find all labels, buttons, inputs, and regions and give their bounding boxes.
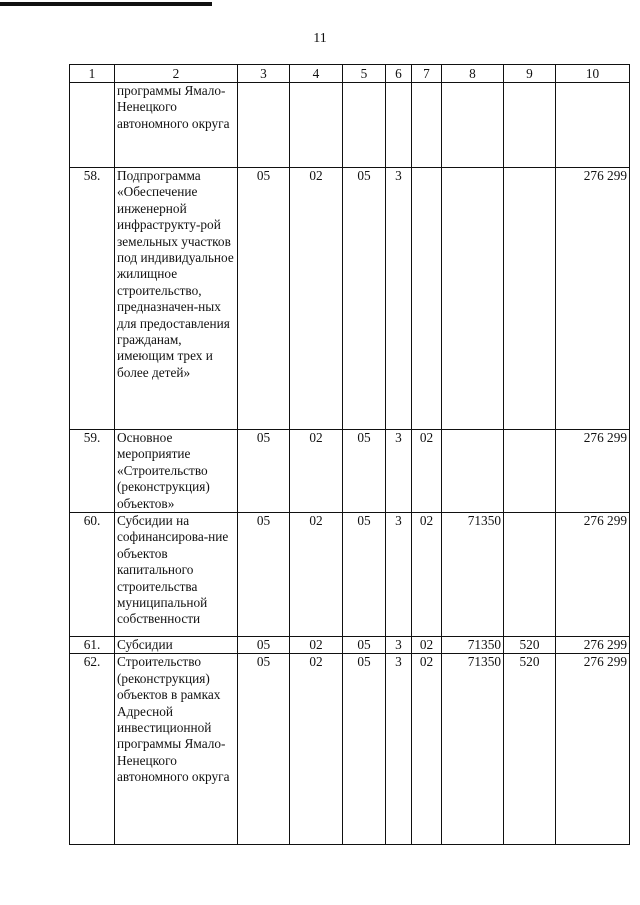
value-cell: 3 <box>386 654 412 845</box>
budget-table <box>69 64 630 845</box>
column-header: 1 <box>70 65 115 83</box>
value-cell: 02 <box>290 637 343 654</box>
table-row <box>70 168 630 430</box>
value-cell: 02 <box>290 168 343 430</box>
table-row <box>70 637 630 654</box>
column-header: 4 <box>290 65 343 83</box>
row-name-cell: Основное мероприятие «Строительство (реконструкция) объектов» <box>115 430 238 513</box>
value-cell <box>442 430 504 513</box>
value-cell <box>504 513 556 637</box>
value-cell: 02 <box>290 430 343 513</box>
value-cell <box>290 83 343 168</box>
row-number-cell: 60. <box>70 513 115 637</box>
column-header: 8 <box>442 65 504 83</box>
value-cell: 05 <box>238 513 290 637</box>
value-cell: 520 <box>504 654 556 845</box>
table-row <box>70 654 630 845</box>
top-rule <box>0 2 212 6</box>
value-cell <box>412 168 442 430</box>
row-number-cell: 59. <box>70 430 115 513</box>
value-cell: 05 <box>238 654 290 845</box>
value-cell <box>504 168 556 430</box>
row-name-cell: программы Ямало-Ненецкого автономного округа <box>115 83 238 168</box>
row-number-cell <box>70 83 115 168</box>
row-name-cell: Субсидии <box>115 637 238 654</box>
value-cell: 520 <box>504 637 556 654</box>
column-header: 2 <box>115 65 238 83</box>
column-header: 7 <box>412 65 442 83</box>
value-cell: 3 <box>386 430 412 513</box>
value-cell: 05 <box>343 513 386 637</box>
table-row <box>70 83 630 168</box>
value-cell: 71350 <box>442 637 504 654</box>
value-cell: 3 <box>386 168 412 430</box>
value-cell: 276 299 <box>556 513 630 637</box>
table-body <box>70 65 630 845</box>
value-cell <box>442 83 504 168</box>
row-number-cell: 62. <box>70 654 115 845</box>
value-cell: 05 <box>343 430 386 513</box>
value-cell: 276 299 <box>556 637 630 654</box>
column-header: 9 <box>504 65 556 83</box>
value-cell: 02 <box>412 430 442 513</box>
value-cell: 276 299 <box>556 168 630 430</box>
value-cell: 02 <box>412 637 442 654</box>
value-cell <box>504 83 556 168</box>
value-cell: 3 <box>386 637 412 654</box>
value-cell: 05 <box>343 654 386 845</box>
value-cell: 276 299 <box>556 430 630 513</box>
value-cell <box>238 83 290 168</box>
value-cell: 05 <box>238 637 290 654</box>
value-cell: 05 <box>238 430 290 513</box>
value-cell: 02 <box>290 513 343 637</box>
value-cell: 05 <box>343 637 386 654</box>
table-row <box>70 430 630 513</box>
value-cell: 02 <box>290 654 343 845</box>
row-number-cell: 61. <box>70 637 115 654</box>
column-header: 5 <box>343 65 386 83</box>
value-cell: 05 <box>343 168 386 430</box>
value-cell: 276 299 <box>556 654 630 845</box>
row-number-cell: 58. <box>70 168 115 430</box>
value-cell <box>556 83 630 168</box>
row-name-cell: Строительство (реконструкция) объектов в рамках Адресной инвестиционной программы Ямало-Ненецкого автономного округа <box>115 654 238 845</box>
value-cell: 02 <box>412 513 442 637</box>
value-cell <box>343 83 386 168</box>
value-cell <box>442 168 504 430</box>
column-header: 6 <box>386 65 412 83</box>
column-header: 3 <box>238 65 290 83</box>
column-header: 10 <box>556 65 630 83</box>
table-row <box>70 513 630 637</box>
header-row <box>70 65 630 83</box>
value-cell: 3 <box>386 513 412 637</box>
value-cell <box>412 83 442 168</box>
row-name-cell: Субсидии на софинансирова-ние объектов капитального строительства муниципальной собственности <box>115 513 238 637</box>
page-number: 11 <box>313 31 327 46</box>
value-cell: 71350 <box>442 654 504 845</box>
value-cell <box>386 83 412 168</box>
row-name-cell: Подпрограмма «Обеспечение инженерной инфраструкту-рой земельных участков под индивидуальное жилищное строительство, предназначен-ных для предоставления гражданам, имеющим трех и более детей» <box>115 168 238 430</box>
value-cell: 05 <box>238 168 290 430</box>
value-cell: 71350 <box>442 513 504 637</box>
value-cell <box>504 430 556 513</box>
value-cell: 02 <box>412 654 442 845</box>
